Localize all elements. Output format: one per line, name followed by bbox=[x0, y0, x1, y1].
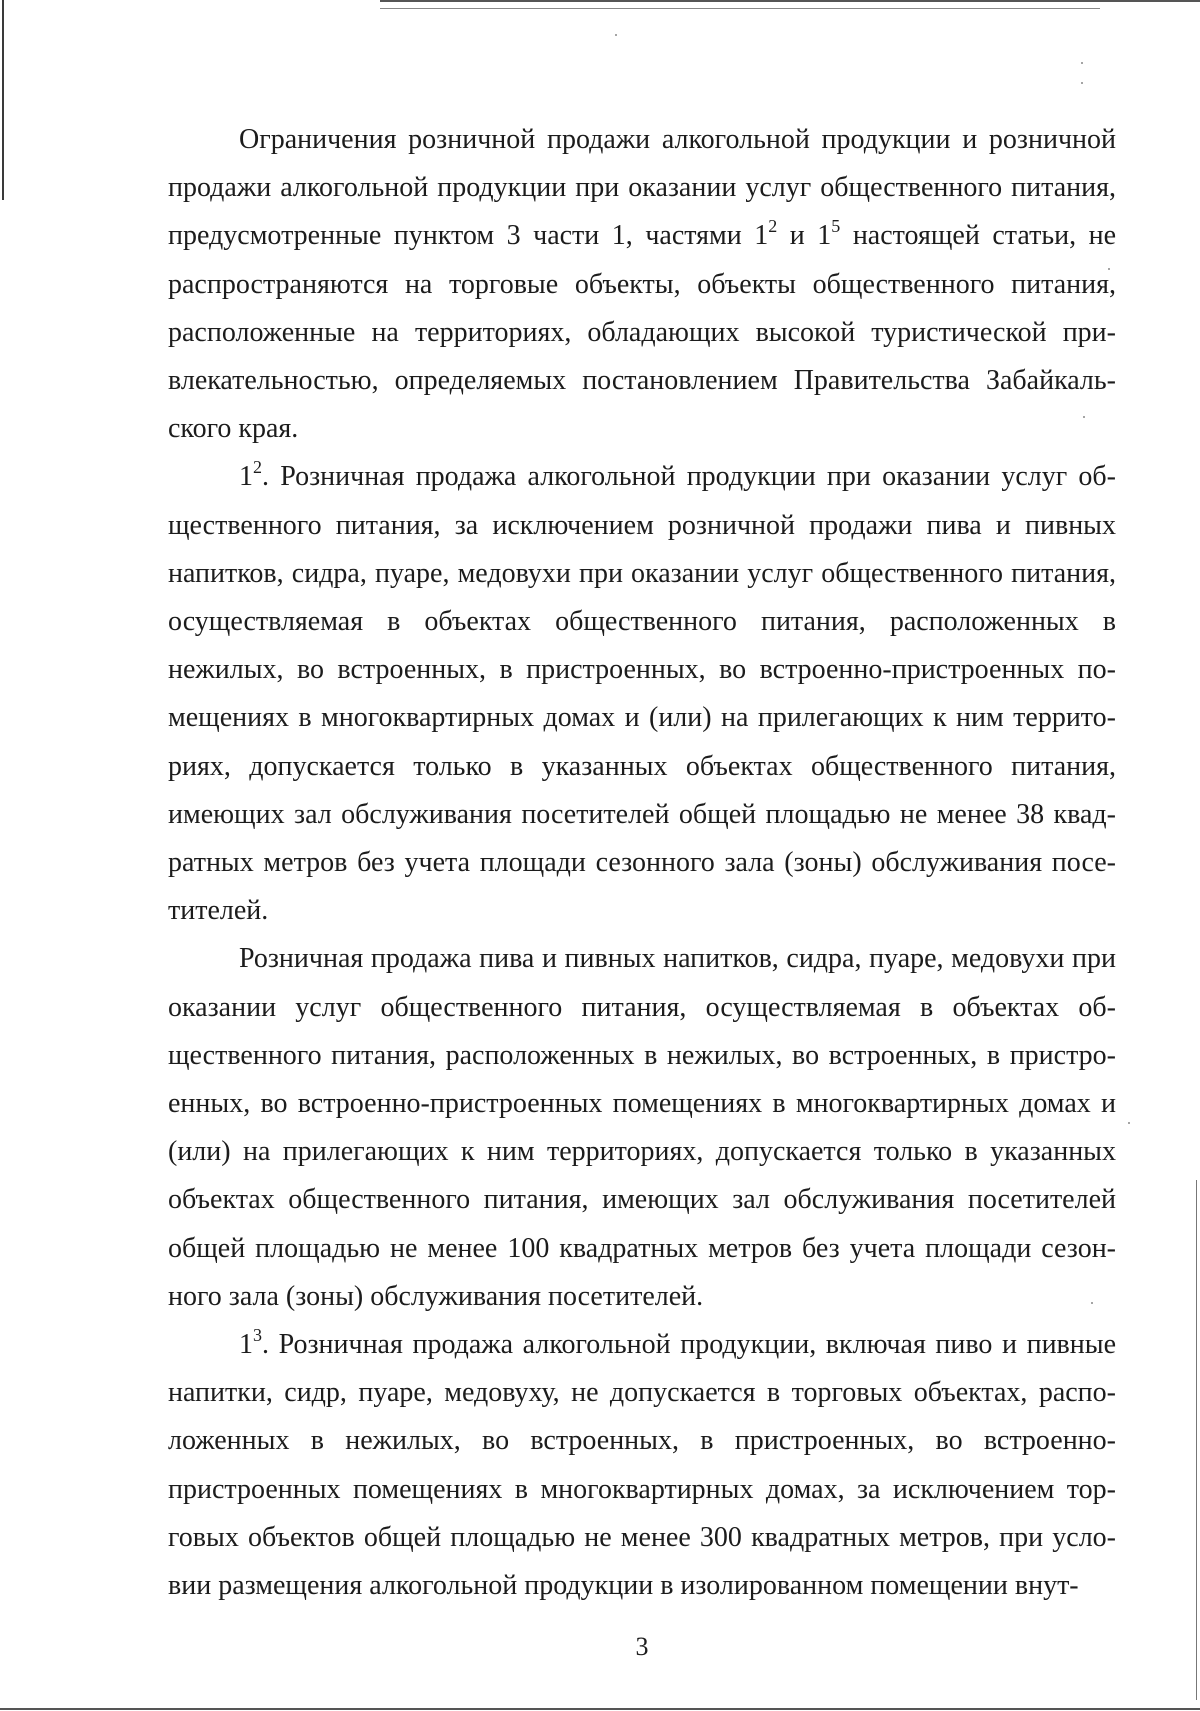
paragraph-text: Розничная продажа пива и пивных напитков, сидра, пуаре, медовухи при оказании услуг общественного питания, осуществляемая в объектах общественного питания, расположенных в нежилых, во встроенных, в пристроенных, во встроенно-пристроенных помещениях в многоквартирных домах и (или) на прилегающих к ним территориях, допускается только в указанных объектах общественного питания, имеющих зал обслуживания посетителей общей площадью не менее 100 квадратных метров без учета площади сезонного зала (зоны) обслуживания посетителей. bbox=[168, 943, 1116, 1312]
clause-number: 1 bbox=[239, 461, 253, 493]
paragraph-clause-1-3 bbox=[168, 1321, 1116, 1610]
scan-speck bbox=[1128, 1122, 1130, 1124]
scan-speck bbox=[1081, 82, 1083, 84]
scan-speck bbox=[1081, 62, 1083, 64]
paragraph-text: и 1 bbox=[777, 220, 832, 252]
superscript: 5 bbox=[831, 216, 841, 237]
paragraph-clause-1-2 bbox=[168, 453, 1116, 935]
superscript: 2 bbox=[768, 216, 778, 237]
paragraph-text: . Розничная продажа алкогольной продукции при оказании услуг общественного питания, за исключением розничной продажи пива и пивных напитков, сидра, пуаре, медовухи при оказании услуг общественного питания, осуществляемая в объектах общественного питания, расположенных в нежилых, во встроенных, в пристроенных, во встроенно-пристроенных помещениях в многоквартирных домах и (или) на прилегающих к ним территориях, допускается только в указанных объектах общественного питания, имеющих зал обслуживания посетителей общей площадью не менее 38 квадратных метров без учета площади сезонного зала (зоны) обслуживания посетителей. bbox=[168, 461, 1116, 927]
page-number: 3 bbox=[635, 1632, 649, 1661]
superscript: 3 bbox=[253, 1325, 262, 1346]
scan-speck bbox=[615, 34, 617, 36]
paragraph-text: Ограничения розничной продажи алкогольной продукции и розничной продажи алкогольной продукции при оказании услуг общественного питания, предусмотренные пунктом 3 части 1, частями 1 bbox=[168, 124, 1116, 252]
document-body bbox=[168, 116, 1116, 1610]
scan-edge-bottom bbox=[0, 1708, 1200, 1710]
scan-edge-top bbox=[380, 0, 1200, 2]
paragraph-text: настоящей статьи, не распространяются на торговые объекты, объекты общественного питания, расположенные на территориях, обладающих высокой туристической привлекательностью, определяемых постановлением Правительства Забайкальского края. bbox=[168, 220, 1117, 445]
scan-edge-top-secondary bbox=[380, 8, 1100, 9]
paragraph-text: . Розничная продажа алкогольной продукции, включая пиво и пивные напитки, сидр, пуаре, медовуху, не допускается в торговых объектах, расположенных в нежилых, во встроенных, в пристроенных, во встроенно-пристроенных помещениях в многоквартирных домах, за исключением торговых объектов общей площадью не менее 300 квадратных метров, при условии размещения алкогольной продукции в изолированном помещении внут- bbox=[168, 1329, 1116, 1602]
scan-edge-left bbox=[2, 0, 4, 200]
superscript: 2 bbox=[253, 457, 262, 478]
clause-number: 1 bbox=[239, 1329, 253, 1361]
paragraph-restrictions bbox=[168, 116, 1116, 453]
scan-edge-right bbox=[1196, 1180, 1197, 1700]
paragraph-beer-sales bbox=[168, 935, 1116, 1321]
